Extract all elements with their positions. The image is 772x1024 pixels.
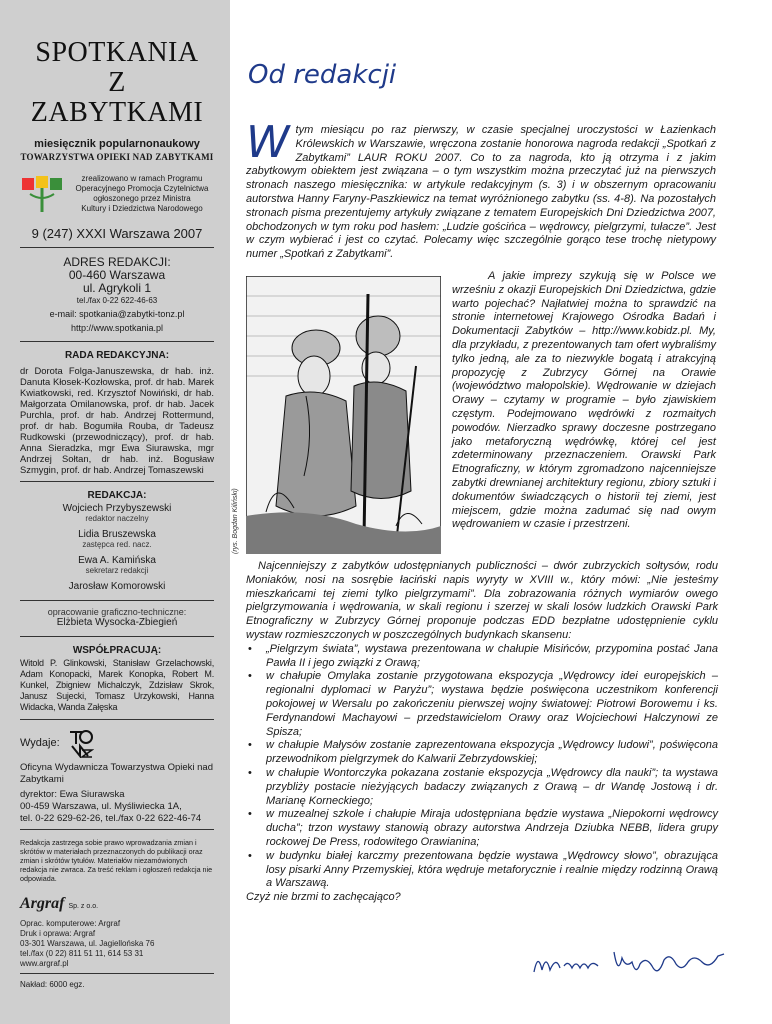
issue-number: 9 (247) XXXI Warszawa 2007 [31, 226, 203, 241]
masthead-sidebar [0, 0, 230, 1024]
printer-info [20, 919, 214, 969]
circulation: Nakład: 6000 egz. [20, 980, 85, 989]
editor-name: Ewa A. Kamińska [78, 555, 156, 566]
masthead-line-1: SPOTKANIA [35, 37, 199, 68]
publisher-block [20, 728, 214, 758]
divider [20, 341, 214, 342]
list-item: • „Pielgrzym świata”, wystawa prezentowana w chałupie Misińców, przypomina postać Jana Pawła II i jego związki z Orawą; [246, 643, 718, 671]
address-website[interactable]: http://www.spotkania.pl [70, 323, 164, 333]
divider [20, 829, 214, 830]
editor-name: Wojciech Przybyszewski [62, 503, 172, 514]
tonz-logo-icon [68, 728, 94, 758]
book-tree-icon [20, 174, 64, 214]
divider [20, 636, 214, 637]
divider [20, 973, 214, 974]
publisher-phone: tel. 0-22 629-62-26, tel./fax 0-22 622-46-74 [20, 813, 202, 824]
address-postal: 00-460 Warszawa [68, 268, 166, 282]
publisher-address: 00-459 Warszawa, ul. Myśliwiecka 1A, [20, 801, 182, 812]
printer-line: Druk i oprawa: Argraf [20, 929, 96, 938]
argraf-suffix: Sp. z o.o. [68, 903, 99, 910]
editor-role: sekretarz redakcji [85, 566, 149, 575]
list-item: • w chałupie Omylaka zostanie przygotowana ekspozycja „Wędrowcy idei europejskich – regionalni dyplomaci w Paryżu”; wystawa będzie poświęcona uczestnikom konferencji pokojowej w Wersalu po zakończeniu pierwszej wojny światowej: Piotrowi Borowemu i ks. Ferdynandowi Machayowi – przedstawicielom Orawy oraz Wojciechowi Halczynowi ze Spisza; [246, 670, 718, 739]
magazine-subtitle: miesięcznik popularnonaukowy [34, 138, 200, 150]
list-item: • w chałupie Wontorczyka pokazana zostanie ekspozycja „Wędrowcy dla nauki”; ta wystawa przybliży postacie nieżyjących badaczy związanych z Orawą – dr Wandę Jostową i dr. Marianę Korneckiego; [246, 767, 718, 808]
publisher-name: Oficyna Wydawnicza Towarzystwa Opieki nad Zabytkami [20, 762, 213, 785]
list-item: • w budynku białej karczmy prezentowana będzie wystawa „Wędrowcy słowo”, obrazująca losy pisarki Anny Przemyskiej, która wędruje metaforycznie i realnie między rodzinną Orawą a Warszawą. [246, 850, 718, 891]
drop-cap: W [246, 117, 290, 168]
graphics-name: Elżbieta Wysocka-Zbiegień [56, 617, 178, 628]
list-item: • w muzealnej szkole i chałupie Miraja udostępniana będzie wystawa „Niepokorni wędrowcy ducha”; trzon wystawy stanowią obrazy autorstwa Andrzeja Dziubka NEBB, lidera grupy rockowej De Press, rodowitego Orawianina; [246, 808, 718, 849]
intro-text: tym miesiącu po raz pierwszy, w czasie specjalnej uroczystości w Łazienkach Królewskich w Warszawie, wręczona zostanie honorowa nagroda redakcji „Spotkań z Zabytkami” LAUR ROKU 2007. Co to za nagroda, kto ją otrzyma i z jakim zabytkowym obiektem jest związana – o tym wszystkim można przeczytać już na pierwszych stronach naszego miesięcznika: w artykule redakcyjnym (s. 3) i w obszernym opracowaniu autorstwa Hanny Faryny-Paszkiewicz na temat wyróżnionego zabytku (ss. 4-8). Na pozostałych stronach pisma prezentujemy artykuły związane z tematem Europejskich Dni Dziedzictwa 2007, obchodzonych w tym roku pod hasłem: „Ludzie gościńca – wędrowcy, pielgrzymi, tułacze”. Jest w czym wybierać i jest co czytać. Polecamy więc szczególnie gorąco tese trochę nietypowy numer „Spotkań z Zabytkami”. [246, 124, 716, 261]
editorial-article [232, 0, 756, 1024]
article-column-text: A jakie imprezy szykują się w Polsce we wrześniu z okazji Europejskich Dni Dziedzictwa, gdzie warto pojechać? Najłatwiej można to sprawdzić na stronie internetowej Krajowego Ośrodka Badań i Dokumentacji Zabytków – http://www.kobidz.pl. My, dla przykładu, z prezentowanych tam ofert wybraliśmy tylko jedną, ale za to niezwykle bogatą i atrakcyjną propozycję z Zubrzycy Górnej na Orawie (województwo małopolskie). Wędrowanie w dziejach Orawy – czytamy w programie – było zjawiskiem częstym. Podejmowano wędrówki z rozmaitych powodów. Nierzadko sprawy doczesne postrzegano jako metaforyczną wędrówkę, której cel jest zdeterminowany przeznaczeniem. Orawski Park Etnograficzny, w którym zgromadzono najcenniejsze zabytki drewnianej architektury regionu, zbiory sztuki i dokumentów świadczących o historii tej ziemi, jest miejscem, gdzie można zadumać się nad owym wędrowaniem w czasie i przestrzeni. [452, 270, 716, 531]
printer-line: 03-301 Warszawa, ul. Jagiellońska 76 [20, 939, 155, 948]
divider [20, 600, 214, 601]
program-block [20, 174, 214, 214]
argraf-logo: Argraf [20, 895, 65, 912]
program-line: ogłoszonego przez Ministra [93, 194, 191, 203]
program-text [70, 174, 214, 214]
program-line: zrealizowano w ramach Programu [81, 174, 203, 183]
printer-website[interactable]: www.argraf.pl [20, 959, 69, 968]
society-name: TOWARZYSTWA OPIEKI NAD ZABYTKAMI [20, 152, 214, 162]
collaborators-title: WSPÓŁPRACUJĄ: [72, 645, 162, 656]
list-item: • w chałupie Małysów zostanie zaprezentowana ekspozycja „Wędrowcy ludowi”, poświęcona przewodnikom pielgrzymek do Kalwarii Zebrzydowskiej; [246, 739, 718, 767]
graphics-label: opracowanie graficzno-techniczne: [47, 607, 187, 617]
program-line: Kultury i Dziedzictwa Narodowego [81, 204, 203, 213]
editor-role: redaktor naczelny [85, 514, 149, 523]
council-title: RADA REDAKCYJNA: [64, 350, 170, 361]
divider [20, 247, 214, 248]
divider [20, 719, 214, 720]
printer-line: tel./fax (0 22) 811 51 11, 614 53 31 [20, 949, 144, 958]
exhibition-list [246, 643, 718, 891]
disclaimer: Redakcja zastrzega sobie prawo wprowadzania zmian i skrótów w materiałach przeznaczonych do publikacji oraz zmian i skrótów tytułów. Materiałów niezamówionych redakcja nie zwraca. Za treść reklam i ogłoszeń redakcja nie odpowiada. [20, 838, 213, 883]
article-intro [246, 117, 716, 262]
publisher-info [20, 762, 214, 825]
editorial-title: REDAKCJA: [87, 490, 147, 501]
closing-line: Czyż nie brzmi to zachęcająco? [246, 891, 401, 904]
image-credit: (rys. Bogdan Kiliński) [232, 488, 239, 554]
lower-paragraph: Najcenniejszy z zabytków udostępnianych publiczności – dwór zubrzyckich sołtysów, rodu Moniaków, nosi na sosrębie łaciński napis wyryty w XVIII w., który mówi: „Nie jesteśmy mieszkańcami tej ziemi tylko pielgrzymami”. Dla zobrazowania różnych wymiarów owego pielgrzymowania i wędrowania, w skali regionu i szerzej w skali losów ludzkich Orawski Park Etnograficzny w Zubrzycy Górnej proponuje podczas EDD bezpłatne udostępnienie cyklu wystaw rozmieszczonych w poszczególnych budynkach skansenu: [246, 560, 718, 641]
editor-name: Jarosław Komorowski [68, 581, 166, 592]
address-street: ul. Agrykoli 1 [82, 281, 152, 295]
collaborators-list: Witold P. Glinkowski, Stanisław Grzelachowski, Adam Konopacki, Marek Konopka, Robert M. Kunkel, Zbigniew Michalczyk, Zdzisław Skrok, Janusz Sujecki, Tomasz Urzykowski, Hanna Widacka, Wanda Załęska [20, 658, 214, 712]
publisher-label: Wydaje: [20, 737, 60, 749]
printer-line: Oprac. komputerowe: Argraf [20, 919, 121, 928]
printer-logo [20, 895, 214, 913]
article-lower [246, 560, 718, 905]
article-title: Od redakcji [248, 60, 397, 90]
publisher-director: dyrektor: Ewa Siurawska [20, 789, 125, 800]
address-phone: tel./fax 0-22 622-46-63 [76, 296, 158, 305]
editor-role: zastępca red. nacz. [82, 540, 152, 549]
program-line: Operacyjnego Promocja Czytelnictwa [75, 184, 209, 193]
address-email[interactable]: e-mail: spotkania@zabytki-tonz.pl [49, 309, 185, 319]
masthead-line-2: Z ZABYTKAMI [30, 67, 204, 128]
council-members: dr Dorota Folga-Januszewska, dr hab. inż. Danuta Kłosek-Kozłowska, prof. dr hab. Marek Kwiatkowski, red. Krzysztof Nowiński, dr hab. Małgorzata Omilanowska, prof. dr hab. Jacek Purchla, prof. dr hab. Andrzej Rottermund, prof. dr hab. Bogumiła Rouba, dr Tadeusz Rudkowski (przewodniczący), prof. dr hab. Anna Sieradzka, mgr Ewa Siurawska, mgr Andrzej Sołtan, dr hab. inż. Bogusław Szmygin, prof. dr hab. Andrzej Tomaszewski [20, 365, 214, 475]
address-title: ADRES REDAKCJI: [63, 255, 171, 269]
pilgrims-woodcut-illustration [246, 276, 441, 554]
editor-name: Lidia Bruszewska [78, 529, 156, 540]
editor-signature [526, 942, 746, 986]
masthead-title [20, 38, 214, 128]
divider [20, 481, 214, 482]
